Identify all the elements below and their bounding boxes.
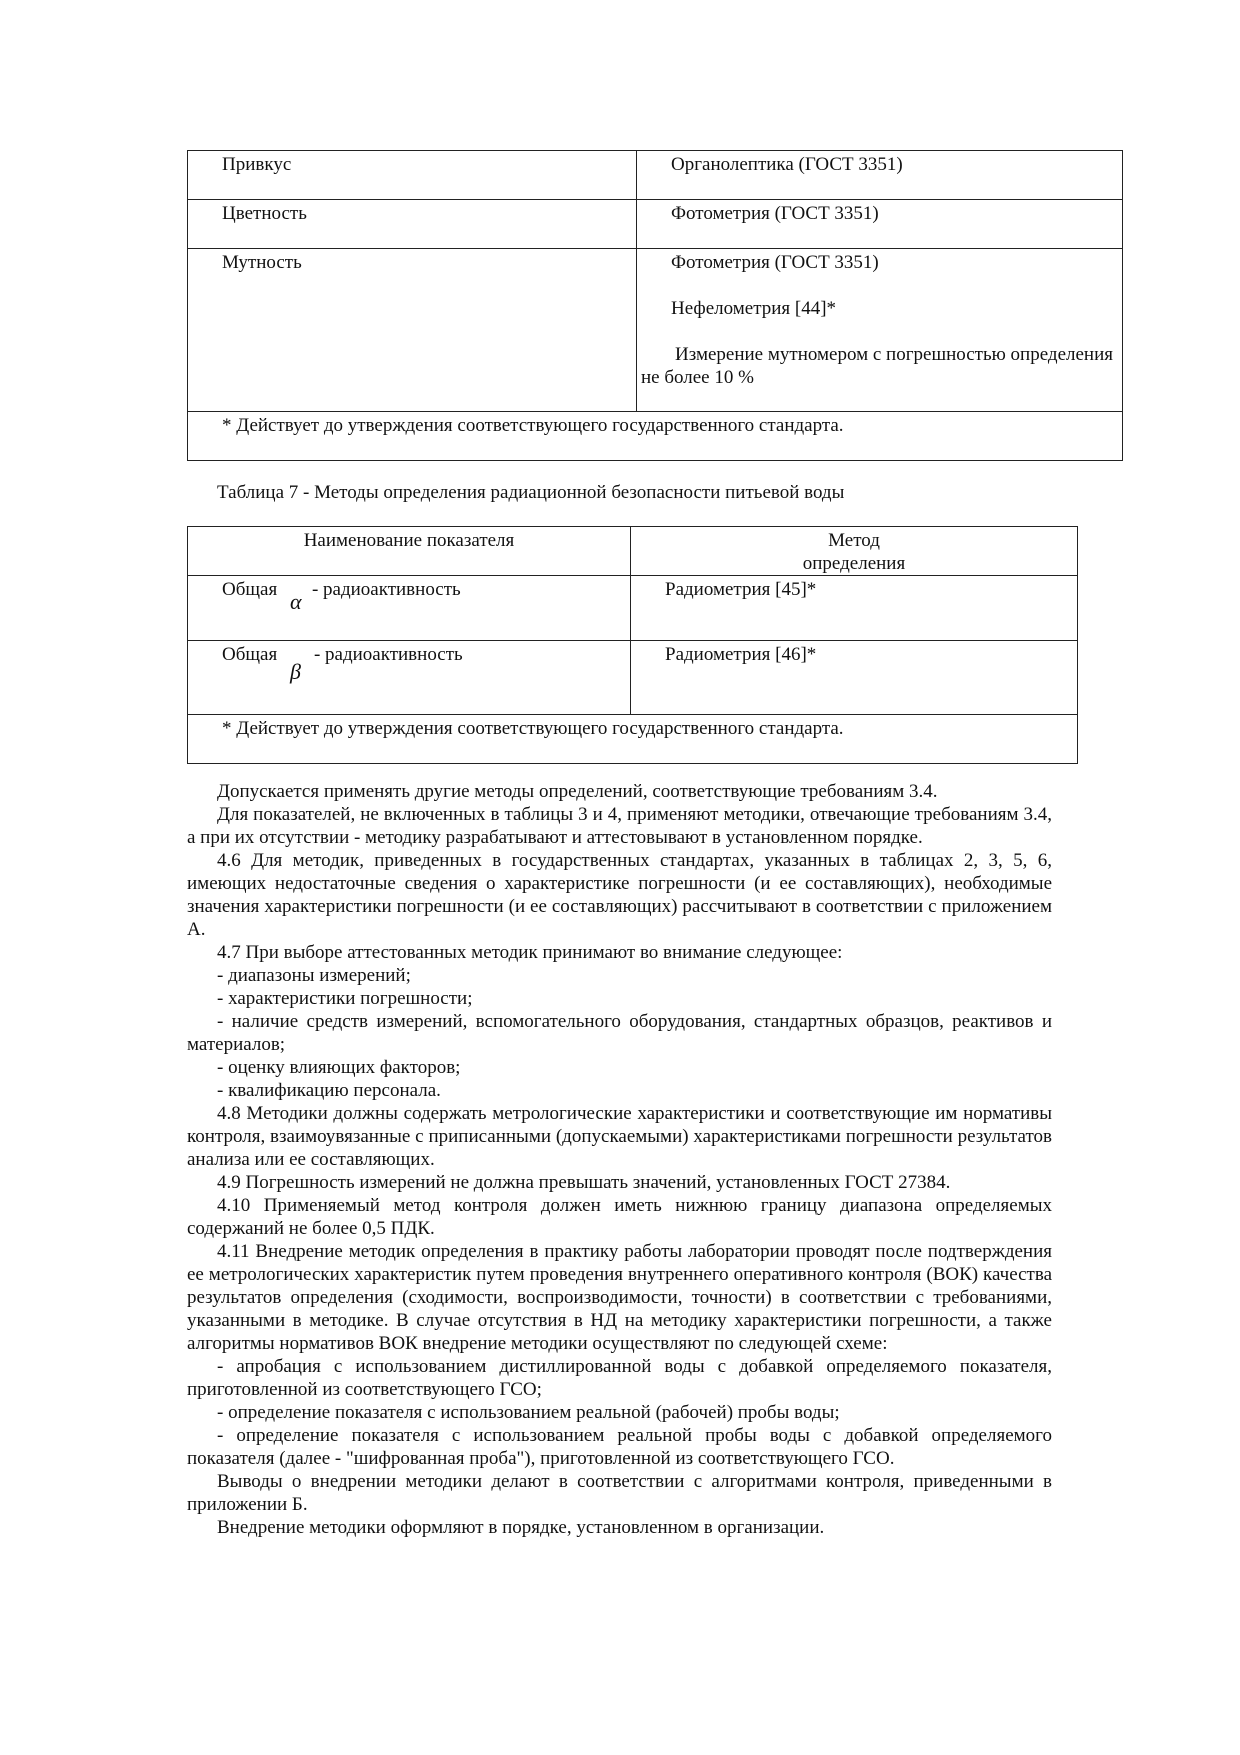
table-row — [188, 715, 1078, 764]
table-row — [188, 249, 1123, 412]
list-item: - определение показателя с использованием реальной пробы воды с добавкой определяемого показателя (далее - "шифрованная проба"), приготовленной из соответствующего ГСО. — [187, 1425, 1052, 1469]
table-cell-method: Радиометрия [45]* — [631, 576, 1078, 641]
table-cell-indicator — [188, 641, 631, 715]
table-caption: Таблица 7 - Методы определения радиационной безопасности питьевой воды — [217, 482, 845, 503]
paragraph: Внедрение методики оформляют в порядке, установленном в организации. — [217, 1517, 825, 1538]
column-header-method-line1: Метод — [828, 530, 880, 551]
table-row — [188, 576, 1078, 641]
method-text: Органолептика (ГОСТ 3351) — [671, 154, 903, 175]
paragraph: 4.9 Погрешность измерений не должна превышать значений, установленных ГОСТ 27384. — [217, 1172, 951, 1193]
list-item: - определение показателя с использованием реальной (рабочей) пробы воды; — [217, 1402, 840, 1423]
list-item: - оценку влияющих факторов; — [217, 1057, 461, 1078]
column-header-method-line2: определения — [802, 553, 906, 574]
method-text: Нефелометрия [44]* — [671, 298, 837, 319]
table-footnote: * Действует до утверждения соответствующего государственного стандарта. — [188, 715, 1078, 764]
table-cell-indicator — [188, 576, 631, 641]
table-cell-indicator: Привкус — [188, 151, 637, 200]
column-header-method — [631, 527, 1078, 576]
paragraph: 4.7 При выборе аттестованных методик принимают во внимание следующее: — [217, 942, 843, 963]
paragraph: 4.11 Внедрение методик определения в практику работы лаборатории проводят после подтверждения ее метрологических характеристик путем проведения внутреннего оперативного контроля (ВОК) качества результатов определения (сходимости, воспроизводимости, точности) в соответствии с требованиями, указанными в методике. В случае отсутствия в НД на методику характеристики погрешности, а также алгоритмы нормативов ВОК внедрение методики осуществляют по следующей схеме: — [187, 1241, 1052, 1354]
table-cell-method — [637, 200, 1123, 249]
table-cell-indicator: Цветность — [188, 200, 637, 249]
indicator-suffix: - радиоактивность — [311, 579, 461, 600]
paragraph: Выводы о внедрении методики делают в соответствии с алгоритмами контроля, приведенными в приложении Б. — [187, 1471, 1052, 1515]
body-text — [187, 780, 1052, 1539]
methods-table-organoleptic — [187, 150, 1123, 461]
table-cell-method — [637, 249, 1123, 412]
beta-symbol: β — [290, 659, 301, 684]
table-row — [188, 151, 1123, 200]
table-footnote: * Действует до утверждения соответствующего государственного стандарта. — [188, 412, 1123, 461]
table-row — [188, 641, 1078, 715]
table-cell-method — [637, 151, 1123, 200]
list-item: - квалификацию персонала. — [217, 1080, 441, 1101]
list-item: - апробация с использованием дистиллированной воды с добавкой определяемого показателя, приготовленной из соответствующего ГСО; — [187, 1356, 1052, 1400]
table-row — [188, 412, 1123, 461]
method-text: Фотометрия (ГОСТ 3351) — [671, 203, 879, 224]
table-cell-method: Радиометрия [46]* — [631, 641, 1078, 715]
alpha-symbol: α — [290, 589, 302, 614]
paragraph: 4.10 Применяемый метод контроля должен иметь нижнюю границу диапазона определяемых содержаний не более 0,5 ПДК. — [187, 1195, 1052, 1239]
list-item: - характеристики погрешности; — [217, 988, 473, 1009]
paragraph: 4.6 Для методик, приведенных в государственных стандартах, указанных в таблицах 2, 3, 5, 6, имеющих недостаточные сведения о характеристике погрешности (и ее составляющих), необходимые значения характеристики погрешности (и ее составляющих) рассчитывают в соответствии с приложением А. — [187, 850, 1052, 940]
paragraph: Для показателей, не включенных в таблицы 3 и 4, применяют методики, отвечающие требованиям 3.4, а при их отсутствии - методику разрабатывают и аттестовывают в установленном порядке. — [187, 804, 1052, 848]
paragraph: Допускается применять другие методы определений, соответствующие требованиям 3.4. — [217, 781, 938, 802]
table-cell-indicator: Мутность — [188, 249, 637, 412]
method-text: Измерение мутномером с погрешностью определения не более 10 % — [641, 344, 1114, 388]
paragraph: 4.8 Методики должны содержать метрологические характеристики и соответствующие им нормативы контроля, взаимоувязанные с приписанными (допускаемыми) характеристиками погрешности результатов анализа или ее составляющих. — [187, 1103, 1052, 1170]
list-item: - наличие средств измерений, вспомогательного оборудования, стандартных образцов, реактивов и материалов; — [187, 1011, 1052, 1055]
indicator-word: Общая — [222, 579, 278, 600]
table-header-row — [188, 527, 1078, 576]
table-row — [188, 200, 1123, 249]
list-item: - диапазоны измерений; — [217, 965, 411, 986]
column-header-indicator: Наименование показателя — [188, 527, 631, 576]
indicator-suffix: - радиоактивность — [313, 644, 463, 665]
indicator-word: Общая — [222, 644, 278, 665]
method-text: Фотометрия (ГОСТ 3351) — [671, 252, 879, 273]
radiation-methods-table — [187, 526, 1078, 764]
